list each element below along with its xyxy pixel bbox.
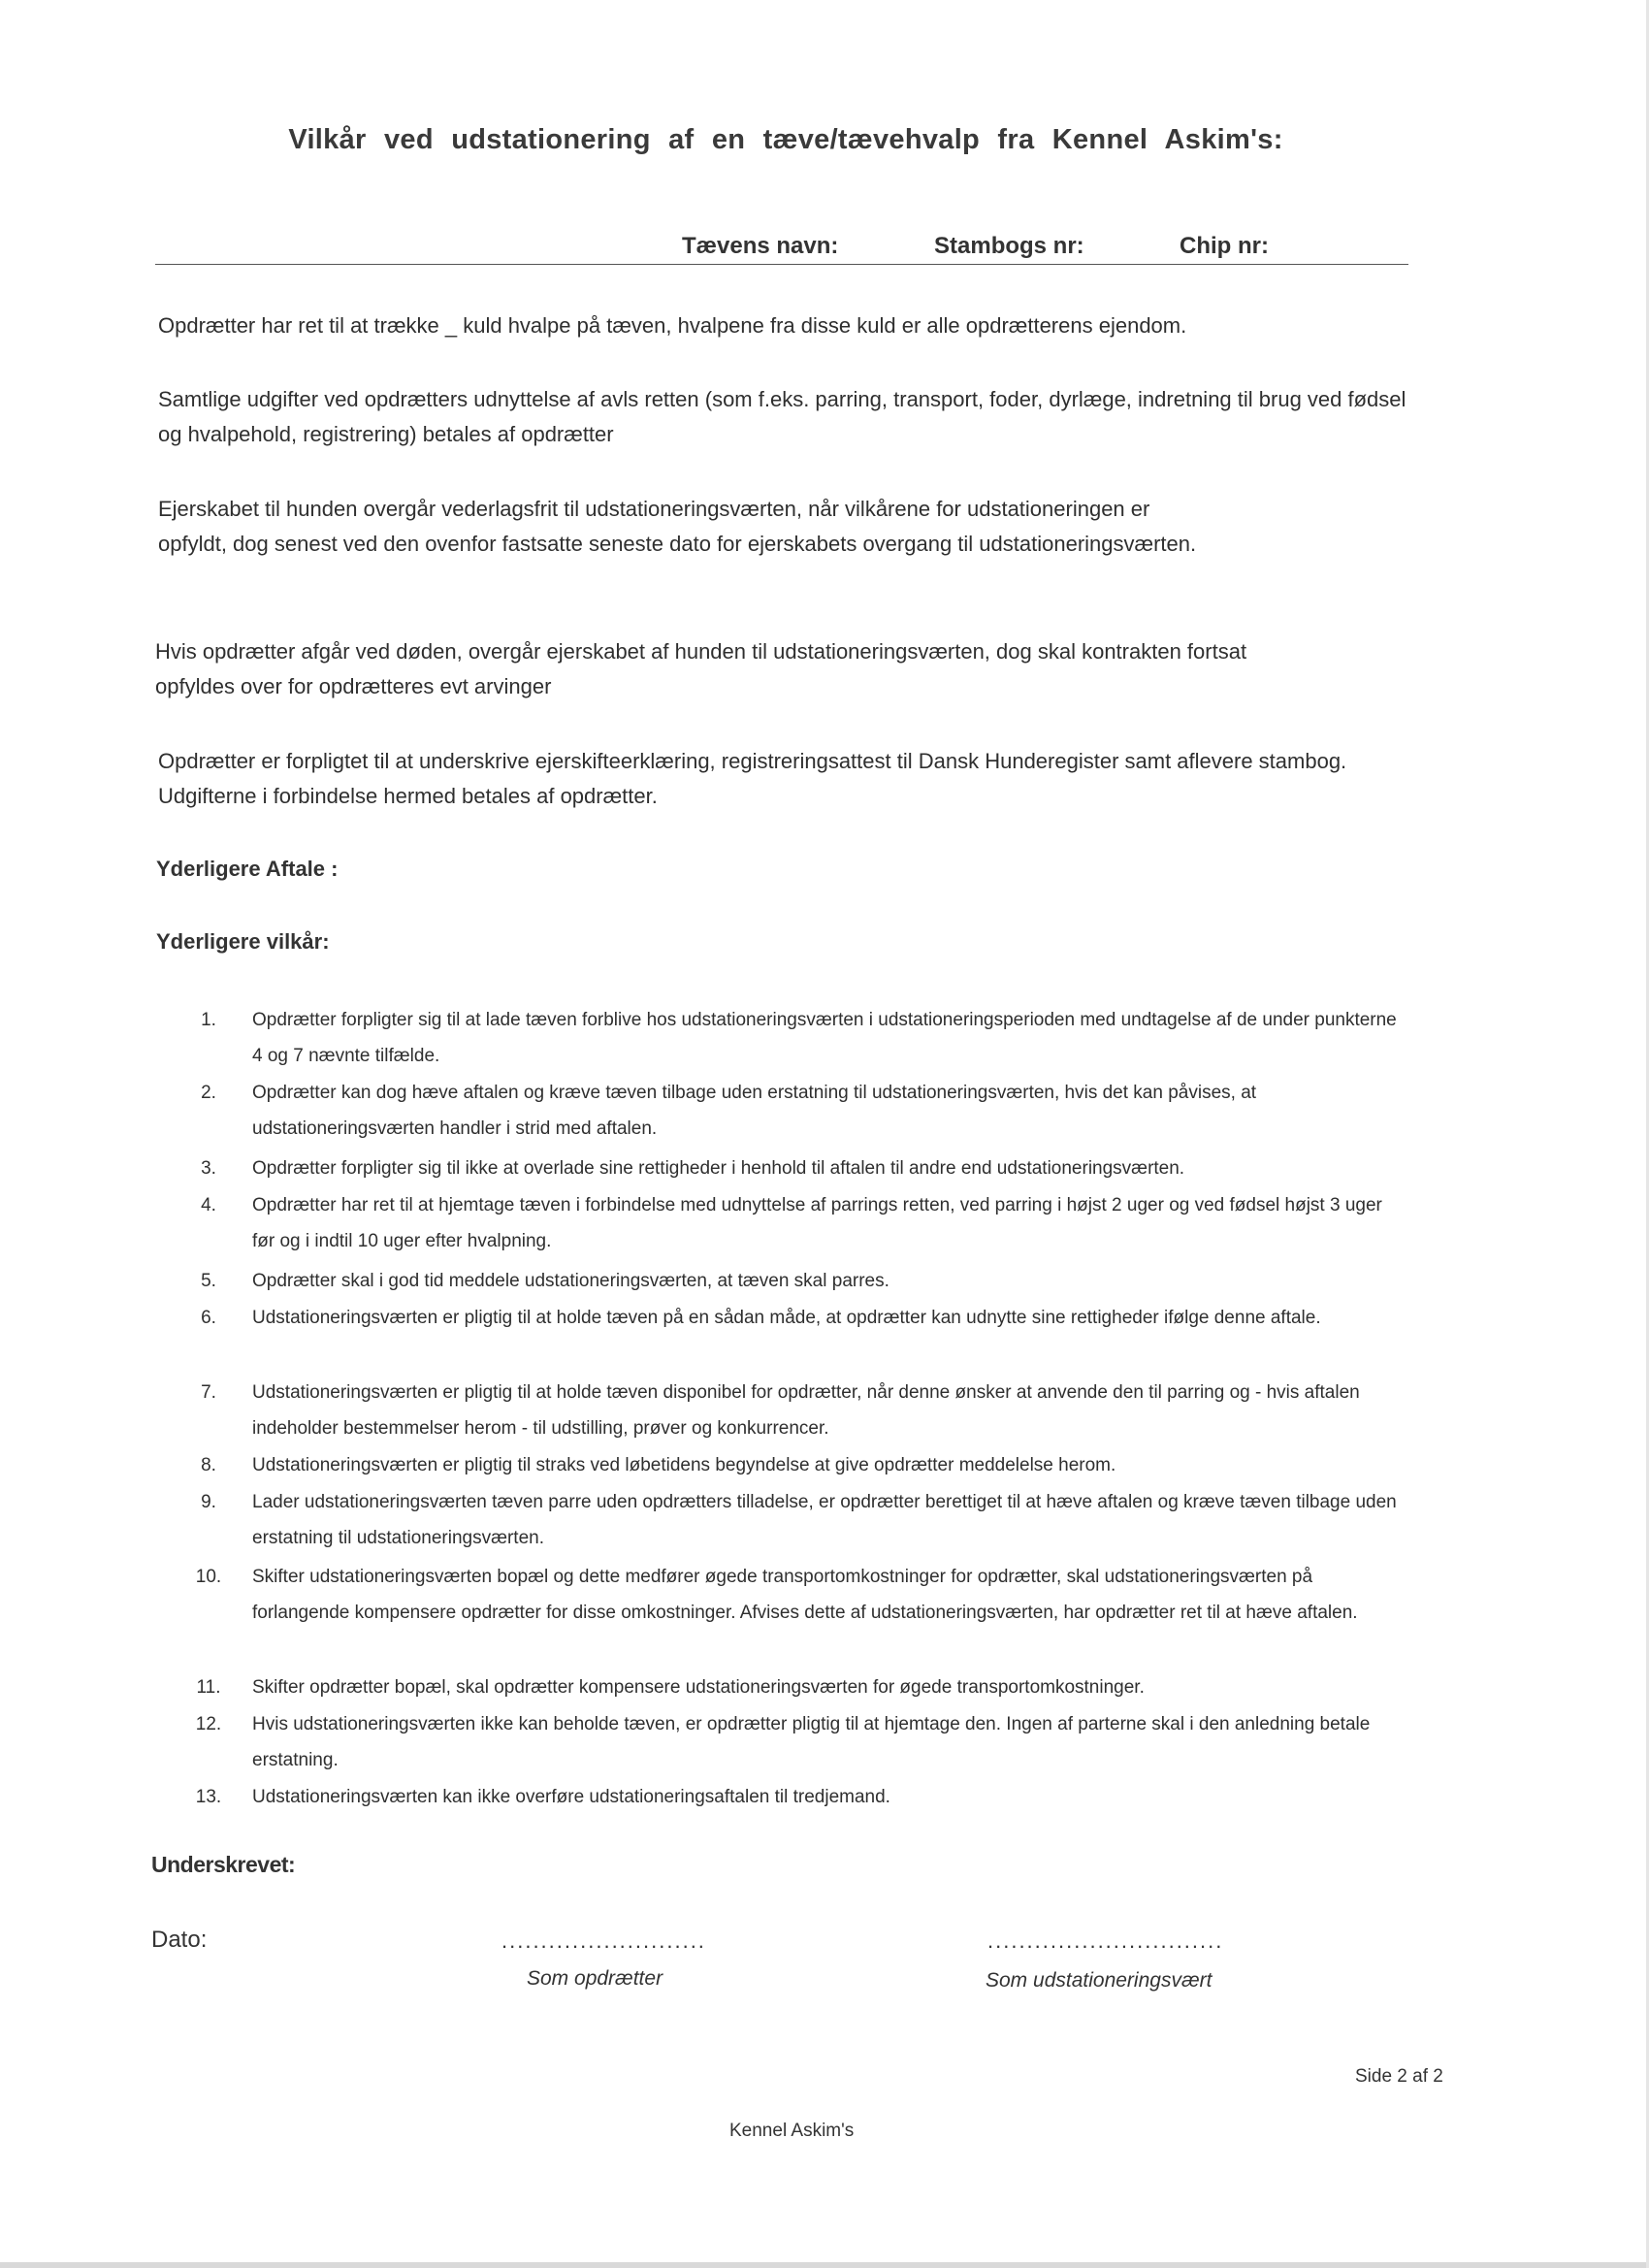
footer-kennel-name: Kennel Askim's [729, 2121, 855, 2141]
list-item-number: 7. [201, 1382, 216, 1403]
page-number: Side 2 af 2 [1355, 2066, 1443, 2087]
list-item-number: 9. [201, 1492, 216, 1512]
further-terms-heading: Yderligere vilkår: [156, 929, 330, 954]
list-item-number: 1. [201, 1010, 216, 1030]
dog-name-label: Tævens navn: [682, 233, 839, 259]
list-item-text: Opdrætter skal i god tid meddele udstationeringsværten, at tæven skal parres. [252, 1271, 889, 1291]
list-item-text: Lader udstationeringsværten tæven parre uden opdrætters tilladelse, er opdrætter berettiget til at hæve aftalen og kræve tæven tilbage uden erstatning til udstationeringsværten. [252, 1492, 1397, 1548]
list-item-number: 4. [201, 1195, 216, 1215]
list-item-text: Udstationeringsværten er pligtig til straks ved løbetidens begyndelse at give opdrætter meddelelse herom. [252, 1455, 1116, 1475]
breeder-signature-line: .......................... [501, 1928, 706, 1953]
list-item-text: Opdrætter forpligter sig til at lade tæven forblive hos udstationeringsværten i udstationeringsperioden med undtagelse af de under punkterne 4 og 7 nævnte tilfælde. [252, 1010, 1397, 1066]
list-item-text: Hvis udstationeringsværten ikke kan beholde tæven, er opdrætter pligtig til at hjemtage den. Ingen af parterne skal i den anledning betale erstatning. [252, 1714, 1371, 1770]
list-item-text: Udstationeringsværten er pligtig til at holde tæven disponibel for opdrætter, når denne ønsker at anvende den til parring og - hvis aftalen indeholder bestemmelser herom - til udstilling, prøver og konkurrencer. [252, 1382, 1360, 1439]
list-item-number: 13. [195, 1787, 222, 1807]
list-item-number: 12. [195, 1714, 222, 1734]
studbook-number-label: Stambogs nr: [934, 233, 1084, 259]
list-item-text: Udstationeringsværten er pligtig til at holde tæven på en sådan måde, at opdrætter kan udnytte sine rettigheder ifølge denne aftale. [252, 1308, 1321, 1328]
list-item-number: 3. [201, 1158, 216, 1179]
paragraph-ownership: Ejerskabet til hunden overgår vederlagsfrit til udstationeringsværten, når vilkårene for udstationeringen er opfyldt, dog senest ved den ovenfor fastsatte seneste dato for ejerskabets overgang til udstationeringsværten. [158, 497, 1197, 556]
list-item-number: 11. [196, 1677, 221, 1698]
scan-bottom-edge [0, 2262, 1649, 2268]
list-item-text: Skifter udstationeringsværten bopæl og dette medfører øgede transportomkostninger for opdrætter, skal udstationeringsværten på forlangende kompensere opdrætter for disse omkostninger. Afvises dette af udstationeringsværten, har opdrætter ret til at hæve aftalen. [252, 1567, 1358, 1623]
host-role-label: Som udstationeringsvært [986, 1969, 1212, 1992]
list-item-number: 5. [201, 1271, 216, 1291]
list-item-number: 6. [201, 1308, 216, 1328]
list-item-text: Opdrætter forpligter sig til ikke at overlade sine rettigheder i henhold til aftalen til andre end udstationeringsværten. [252, 1158, 1185, 1179]
host-signature-line: .............................. [987, 1928, 1224, 1953]
list-item-number: 2. [201, 1083, 216, 1103]
list-item-text: Opdrætter kan dog hæve aftalen og kræve tæven tilbage uden erstatning til udstationeringsværten, hvis det kan påvises, at udstationeringsværten handler i strid med aftalen. [252, 1083, 1257, 1139]
list-item-number: 10. [195, 1567, 222, 1587]
paragraph-registration: Opdrætter er forpligtet til at underskrive ejerskifteerklæring, registreringsattest til Dansk Hunderegister samt aflevere stambog. Udgifterne i forbindelse hermed betales af opdrætter. [158, 749, 1347, 808]
date-label: Dato: [151, 1927, 208, 1953]
paragraph-death: Hvis opdrætter afgår ved døden, overgår ejerskabet af hunden til udstationeringsværten, dog skal kontrakten fortsat opfyldes over for opdrætteres evt arvinger [155, 639, 1247, 698]
paragraph-expenses: Samtlige udgifter ved opdrætters udnyttelse af avls retten (som f.eks. parring, transport, foder, dyrlæge, indretning til brug ved fødsel og hvalpehold, registrering) betales af opdrætter [158, 387, 1406, 446]
list-item-number: 8. [201, 1455, 216, 1475]
document-title: Vilkår ved udstationering af en tæve/tævehvalp fra Kennel Askim's: [288, 124, 1283, 155]
paragraph-litters: Opdrætter har ret til at trække _ kuld hvalpe på tæven, hvalpene fra disse kuld er alle opdrætterens ejendom. [158, 313, 1187, 338]
header-rule [155, 264, 1408, 265]
list-item-text: Opdrætter har ret til at hjemtage tæven i forbindelse med udnyttelse af parrings retten, ved parring i højst 2 uger og ved fødsel højst 3 uger før og i indtil 10 uger efter hvalpning. [252, 1195, 1382, 1251]
breeder-role-label: Som opdrætter [527, 1967, 663, 1990]
further-agreement-heading: Yderligere Aftale : [156, 857, 339, 881]
list-item-text: Skifter opdrætter bopæl, skal opdrætter kompensere udstationeringsværten for øgede transportomkostninger. [252, 1677, 1145, 1698]
chip-number-label: Chip nr: [1180, 233, 1269, 259]
signed-heading: Underskrevet: [151, 1852, 296, 1877]
list-item-text: Udstationeringsværten kan ikke overføre udstationeringsaftalen til tredjemand. [252, 1787, 890, 1807]
